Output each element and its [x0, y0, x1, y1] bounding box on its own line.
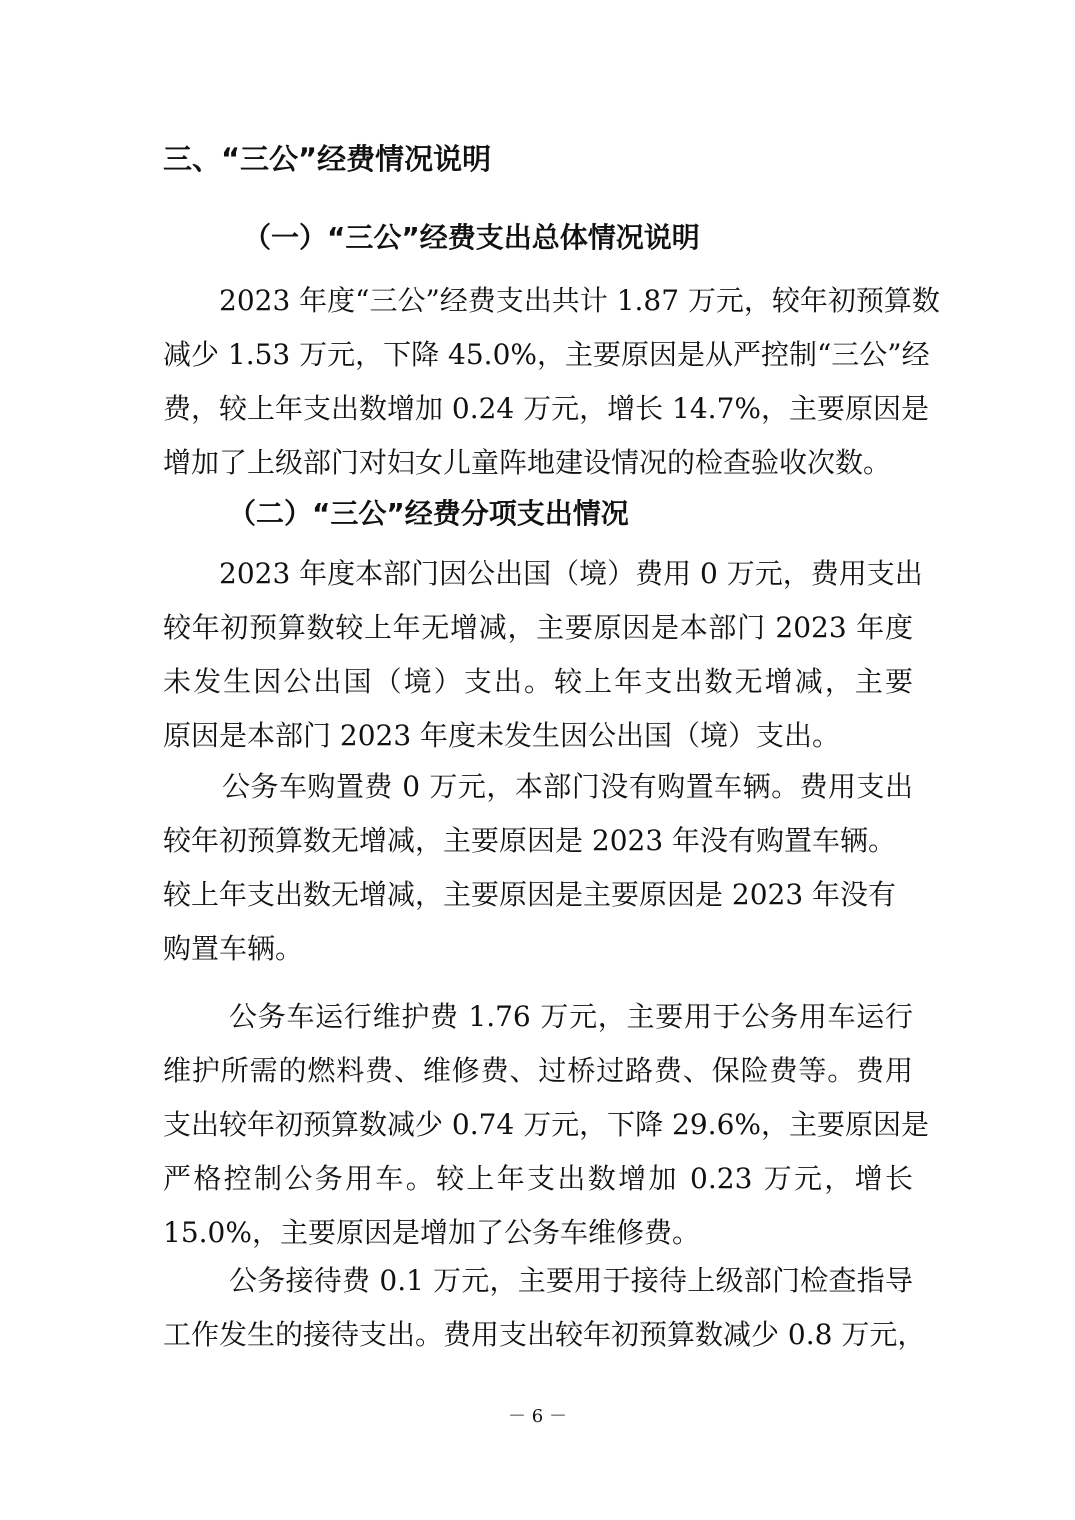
- page-number: － 6 －: [508, 1406, 567, 1427]
- text-line: 支出较年初预算数减少 0.74 万元，下降 29.6%，主要原因是: [163, 1108, 929, 1141]
- section-title: 三、“三公”经费情况说明: [163, 142, 492, 176]
- text-line: 2023 年度本部门因公出国（境）费用 0 万元，费用支出: [219, 557, 923, 590]
- text-line: 2023 年度“三公”经费支出共计 1.87 万元，较年初预算数: [219, 284, 940, 317]
- text-line: 较年初预算数无增减，主要原因是 2023 年没有购置车辆。: [163, 824, 897, 857]
- text-line: 公务接待费 0.1 万元，主要用于接待上级部门检查指导: [229, 1264, 913, 1297]
- subsection-title-1: （一）“三公”经费支出总体情况说明: [243, 221, 700, 254]
- text-line: 严格控制公务用车。较上年支出数增加 0.23 万元，增长: [163, 1162, 913, 1195]
- text-line: 购置车辆。: [163, 932, 304, 965]
- text-line: 未发生因公出国（境）支出。较上年支出数无增减，主要: [163, 665, 913, 698]
- text-line: 公务车购置费 0 万元，本部门没有购置车辆。费用支出: [222, 770, 913, 803]
- text-line: 维护所需的燃料费、维修费、过桥过路费、保险费等。费用: [163, 1054, 913, 1087]
- text-line: 费，较上年支出数增加 0.24 万元，增长 14.7%，主要原因是: [163, 392, 929, 425]
- text-line: 较上年支出数无增减，主要原因是主要原因是 2023 年没有: [163, 878, 897, 911]
- subsection-title-2: （二）“三公”经费分项支出情况: [228, 497, 629, 530]
- text-line: 原因是本部门 2023 年度未发生因公出国（境）支出。: [163, 719, 841, 752]
- text-line: 减少 1.53 万元，下降 45.0%，主要原因是从严控制“三公”经: [163, 338, 930, 371]
- text-line: 较年初预算数较上年无增减，主要原因是本部门 2023 年度: [163, 611, 913, 644]
- text-line: 增加了上级部门对妇女儿童阵地建设情况的检查验收次数。: [163, 446, 892, 479]
- text-line: 公务车运行维护费 1.76 万元，主要用于公务用车运行: [229, 1000, 913, 1033]
- text-line: 15.0%，主要原因是增加了公务车维修费。: [163, 1216, 700, 1249]
- text-line: 工作发生的接待支出。费用支出较年初预算数减少 0.8 万元，: [163, 1318, 926, 1351]
